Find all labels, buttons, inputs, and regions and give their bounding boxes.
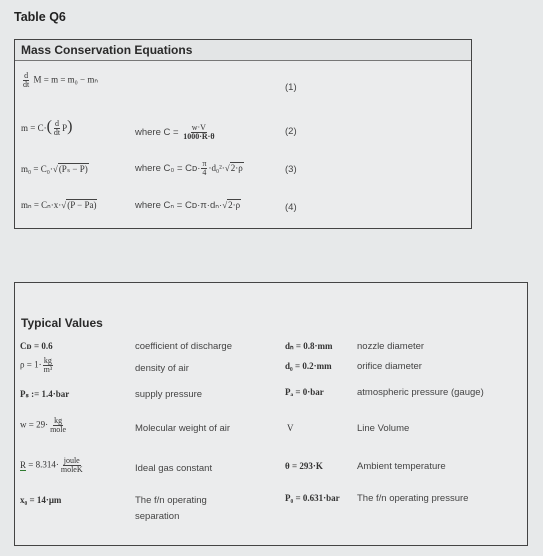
eq2-tail: P <box>62 123 68 133</box>
eq4-where: where Cₙ = Cᴅ·π·dₙ· <box>135 200 223 211</box>
w-num: kg <box>54 416 63 425</box>
eq2-c-num: w·V <box>191 123 206 132</box>
eq1-expr: M = m = m₀ − mₙ <box>33 74 98 85</box>
desc-po: The f/n operating pressure <box>357 493 469 504</box>
typical-values-title: Typical Values <box>21 316 103 330</box>
eq3-tail-root: 2·ρ <box>230 163 243 174</box>
desc-dn: nozzle diameter <box>357 341 425 352</box>
value-theta: θ = 293·K <box>285 461 323 471</box>
equation-2: m = C·( $\frac{d}{dt}$ P) <box>21 118 73 138</box>
value-ps: Pₛ := 1.4·bar <box>20 389 70 399</box>
page-title: Table Q6 <box>14 10 66 24</box>
typical-values-box <box>14 282 528 546</box>
eq1-num: d <box>24 71 29 80</box>
w-den: mole <box>50 425 67 434</box>
value-po: P₀ = 0.631·bar <box>285 493 340 503</box>
eq2-c-den: 1000·R·θ <box>183 132 215 141</box>
mass-conservation-box <box>14 39 472 229</box>
value-w <box>20 417 68 434</box>
desc-pa: atmospheric pressure (gauge) <box>357 387 484 398</box>
eq3-pi-num: π <box>202 159 207 168</box>
value-v: V <box>287 423 294 433</box>
r-den: moleK <box>60 465 83 474</box>
w-pre: w = 29· <box>20 419 49 430</box>
value-cd: Cᴅ = 0.6 <box>20 341 53 351</box>
desc-xo-line2: separation <box>135 511 180 522</box>
eq4-tail-root: 2·ρ <box>228 200 241 210</box>
rho-den: m³ <box>43 365 53 374</box>
r-num: joule <box>63 456 80 465</box>
value-pa: Pₐ = 0·bar <box>285 387 324 397</box>
value-xo: x₀ = 14·μm <box>20 495 62 505</box>
equation-4-number: (4) <box>285 202 297 213</box>
equation-3-where: where C₀ = Cᴅ· $\frac{\pi}{4}$ ·d₀²·√2·ρ <box>135 159 243 177</box>
eq3-root: (Pₛ − P) <box>58 164 88 174</box>
desc-w: Molecular weight of air <box>135 423 231 434</box>
eq4-lhs: mₙ = Cₙ·x· <box>21 200 62 210</box>
eq3-lhs: m₀ = C₀· <box>21 164 53 174</box>
desc-theta: Ambient temperature <box>357 461 446 472</box>
equation-2-number: (2) <box>285 126 297 137</box>
eq2-lhs: m = C· <box>21 123 47 133</box>
eq3-tail: ·d₀²· <box>208 163 225 174</box>
desc-xo: The f/n operating <box>135 495 207 506</box>
eq1-den: dt <box>23 80 30 89</box>
r-mid: = 8.314· <box>26 459 59 470</box>
value-do: d₀ = 0.2·mm <box>285 361 332 371</box>
equation-1-number: (1) <box>285 82 297 93</box>
equation-3: m₀ = C₀·√(Pₛ − P) <box>21 164 88 174</box>
equation-2-where <box>135 124 217 141</box>
equation-3-number: (3) <box>285 164 297 175</box>
eq3-pi-den: 4 <box>202 168 207 177</box>
desc-ps: supply pressure <box>135 389 203 400</box>
eq2-den: dt <box>53 128 61 138</box>
desc-r: Ideal gas constant <box>135 463 213 474</box>
eq2-where: where C = <box>135 127 179 139</box>
eq3-where: where C₀ = Cᴅ· <box>135 163 201 175</box>
mass-conservation-title: Mass Conservation Equations <box>15 40 471 61</box>
r-pre: R <box>20 459 27 470</box>
equation-4-where: where Cₙ = Cᴅ·π·dₙ·√2·ρ <box>135 200 241 211</box>
rho-pre: ρ = 1· <box>20 359 42 370</box>
value-r <box>20 457 85 474</box>
value-dn: dₙ = 0.8·mm <box>285 341 333 351</box>
value-rho <box>20 357 54 374</box>
eq2-num: d <box>55 119 60 129</box>
rho-num: kg <box>43 356 52 365</box>
desc-rho: density of air <box>135 363 189 374</box>
eq4-root: (P − Pa) <box>67 200 97 210</box>
equation-4: mₙ = Cₙ·x·√(P − Pa) <box>21 200 97 210</box>
desc-cd: coefficient of discharge <box>135 341 232 352</box>
desc-do: orifice diameter <box>357 361 422 372</box>
desc-v: Line Volume <box>357 423 410 434</box>
equation-1 <box>21 72 98 89</box>
